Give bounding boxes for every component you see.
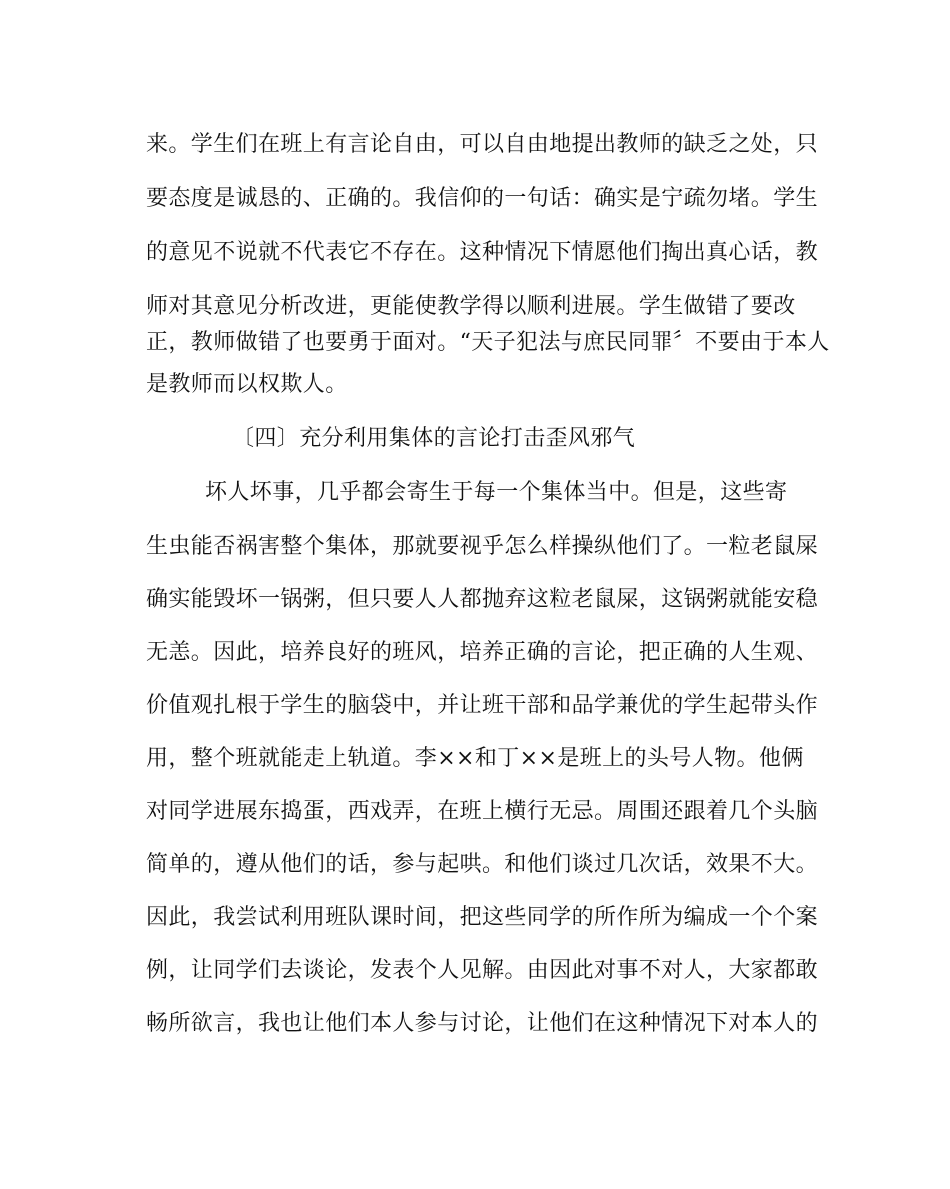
text-line: 师对其意见分析改进，更能使教学得以顺利进展。学生做错了要改 bbox=[146, 294, 796, 319]
text-line: 要态度是诚恳的、正确的。我信仰的一句话：确实是宁疏勿堵。学生 bbox=[146, 186, 819, 211]
text-line: 的意见不说就不代表它不存在。这种情况下情愿他们掏出真心话，教 bbox=[146, 240, 819, 265]
text-line: 用，整个班就能走上轨道。李××和丁××是班上的头号人物。他俩 bbox=[146, 746, 804, 771]
text-line: 简单的，遵从他们的话，参与起哄。和他们谈过几次话，效果不大。 bbox=[146, 852, 819, 877]
section-heading: 〔四〕充分利用集体的言论打击歪风邪气 bbox=[232, 426, 636, 451]
text-line: 确实能毁坏一锅粥，但只要人人都抛弃这粒老鼠屎，这锅粥就能安稳 bbox=[146, 587, 819, 612]
paragraph-first-line: 坏人坏事，几乎都会寄生于每一个集体当中。但是，这些寄 bbox=[205, 480, 788, 505]
text-line: 无恙。因此，培养良好的班风，培养正确的言论，把正确的人生观、 bbox=[146, 640, 819, 665]
text-line: 正，教师做错了也要勇于面对。“天子犯法与庶民同罪〞不要由于本人 bbox=[146, 330, 830, 355]
text-line: 是教师而以权欺人。 bbox=[146, 372, 348, 397]
text-line: 生虫能否祸害整个集体，那就要视乎怎么样操纵他们了。一粒老鼠屎 bbox=[146, 534, 819, 559]
text-line: 价值观扎根于学生的脑袋中，并让班干部和品学兼优的学生起带头作 bbox=[146, 693, 819, 718]
text-line: 来。学生们在班上有言论自由，可以自由地提出教师的缺乏之处，只 bbox=[146, 132, 819, 157]
text-line: 因此，我尝试利用班队课时间，把这些同学的所作所为编成一个个案 bbox=[146, 905, 819, 930]
text-line: 对同学进展东捣蛋，西戏弄，在班上横行无忌。周围还跟着几个头脑 bbox=[146, 799, 819, 824]
text-line: 例，让同学们去谈论，发表个人见解。由因此对事不对人，大家都敢 bbox=[146, 958, 819, 983]
text-line: 畅所欲言，我也让他们本人参与讨论，让他们在这种情况下对本人的 bbox=[146, 1011, 819, 1036]
